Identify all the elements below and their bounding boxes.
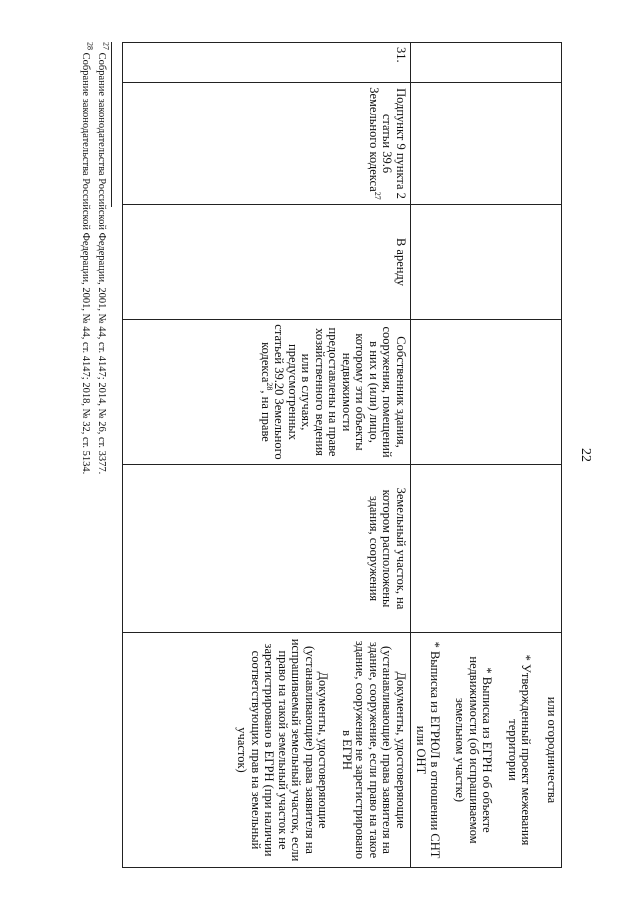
- footnotes: [52, 42, 112, 867]
- legal-basis: [123, 83, 411, 205]
- row-number: 31.: [123, 43, 411, 83]
- prev-docs-fragment: или огородничества: [545, 696, 559, 804]
- footnote-divider: [111, 42, 112, 207]
- prev-applicant-cell: [411, 320, 562, 465]
- footnote-ref: 28: [265, 382, 275, 391]
- prev-number-cell: [411, 43, 562, 83]
- provision-method: В аренду: [123, 205, 411, 320]
- footnote-mark: 27: [101, 42, 111, 50]
- prev-docs-item: * Выписка из ЕГРН об объекте недвижимости (об испрашиваемом земельном участке): [453, 656, 495, 844]
- legal-basis-text: Подпункт 9 пункта 2 статьи 39.6 Земельного кодекса: [367, 87, 408, 199]
- prev-docs-cell: [411, 633, 562, 868]
- land-object: Земельный участок, на котором расположены здания, сооружения: [123, 465, 411, 633]
- applicant-tail: , на праве: [259, 390, 273, 442]
- footnote-text: Собрание законодательства Российской Федерации, 2001, № 44, ст. 4147; 2018, № 32, ст. 5134.: [80, 52, 91, 475]
- prev-basis-cell: [411, 83, 562, 205]
- footnote-mark: 28: [85, 42, 95, 50]
- prev-method-cell: [411, 205, 562, 320]
- applicant: [123, 320, 411, 465]
- prev-docs-item: * Выписка из ЕГРЮЛ в отношении СНТ или ОНТ: [414, 641, 442, 859]
- footnote-ref: 27: [373, 191, 383, 200]
- prev-docs-item: * Утвержденный проект межевания территории: [506, 654, 534, 846]
- applicant-text: Собственник здания, сооружения, помещений в них и (или) лицо, которому эти объекты недвижимости предоставлены на праве хозяйственного ведения или в случаях, предусмотренных статьей 39.20 Земельного кодекса: [259, 324, 408, 460]
- prev-object-cell: [411, 465, 562, 633]
- page-number: 22: [578, 448, 593, 462]
- table-row-31: [123, 43, 411, 868]
- document-item: Документы, удостоверяющие (устанавливающие) права заявителя на испрашиваемый земельный участок, если право на такой земельный участок не зарегистрировано в ЕГРН (при наличии соответствующих прав на земельный участок): [235, 638, 331, 862]
- footnote: [93, 42, 109, 867]
- land-procedures-table: [122, 42, 562, 868]
- footnote: [77, 42, 93, 867]
- document-item: Документы, удостоверяющие (устанавливающие) права заявителя на здание, сооружение, если право на такое здание, сооружение не зарегистрировано в ЕГРН: [340, 640, 408, 860]
- footnote-text: Собрание законодательства Российской Федерации, 2001, № 44, ст. 4147; 2014, № 26, ст. 3377.: [96, 52, 107, 475]
- required-documents: [123, 633, 411, 868]
- previous-row-continuation: [411, 43, 562, 868]
- land-table-page: [122, 42, 562, 867]
